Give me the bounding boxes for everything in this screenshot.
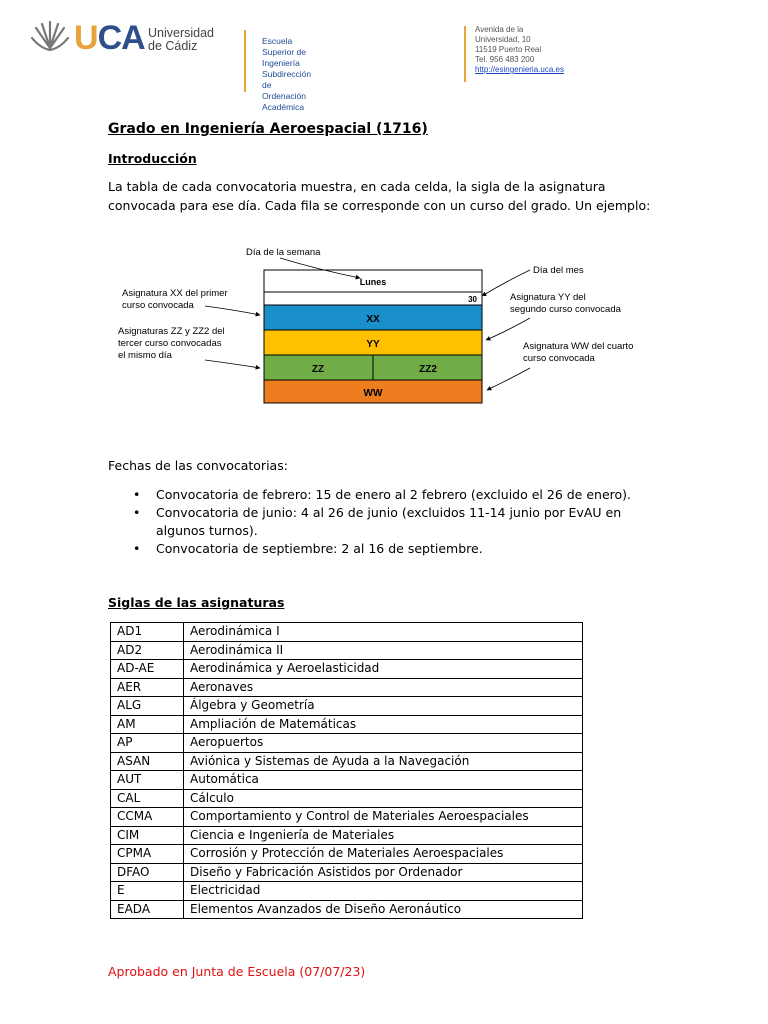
sigla-subject: Electricidad <box>184 882 583 901</box>
sigla-code: AD1 <box>111 623 184 642</box>
row-fourth-label: WW <box>363 388 383 399</box>
sigla-subject: Ampliación de Matemáticas <box>184 715 583 734</box>
callout-weekday: Día de la semana <box>246 247 321 258</box>
siglas-table <box>110 622 583 919</box>
sigla-subject: Aerodinámica II <box>184 641 583 660</box>
sigla-subject: Ciencia e Ingeniería de Materiales <box>184 826 583 845</box>
sigla-code: CPMA <box>111 845 184 864</box>
sigla-subject: Aerodinámica y Aeroelasticidad <box>184 660 583 679</box>
bullet-icon: • <box>133 487 141 502</box>
arrow-fourth <box>487 368 530 390</box>
table-row <box>111 845 583 864</box>
example-diagram <box>110 240 670 420</box>
approval-note: Aprobado en Junta de Escuela (07/07/23) <box>108 964 366 979</box>
header-divider-2 <box>464 26 466 82</box>
table-row <box>111 734 583 753</box>
sigla-code: AM <box>111 715 184 734</box>
table-row <box>111 697 583 716</box>
row-third-label-a: ZZ <box>311 364 325 375</box>
sigla-subject: Aviónica y Sistemas de Ayuda a la Navegación <box>184 752 583 771</box>
callout-fourth: Asignatura WW del cuarto curso convocada <box>523 341 634 364</box>
uca-logo-text: UCA <box>74 19 145 57</box>
sigla-code: ASAN <box>111 752 184 771</box>
website-link[interactable]: http://esingenieria.uca.es <box>475 65 564 74</box>
sigla-code: AD-AE <box>111 660 184 679</box>
university-logo-icon <box>28 18 72 54</box>
sigla-subject: Cálculo <box>184 789 583 808</box>
sigla-subject: Automática <box>184 771 583 790</box>
sigla-code: AD2 <box>111 641 184 660</box>
arrow-third <box>205 360 260 368</box>
table-row <box>111 678 583 697</box>
sigla-code: CAL <box>111 789 184 808</box>
callout-third: Asignaturas ZZ y ZZ2 del tercer curso convocadas el mismo día <box>118 326 225 361</box>
row-first-label: XX <box>366 314 380 325</box>
arrow-second <box>486 318 530 340</box>
table-row <box>111 900 583 919</box>
header-divider <box>244 30 246 92</box>
intro-paragraph: La tabla de cada convocatoria muestra, en cada celda, la sigla de la asignatura convocada para ese día. Cada fila se corresponde con un curso del grado. Un ejemplo: <box>108 179 651 213</box>
page-title: Grado en Ingeniería Aeroespacial (1716) <box>108 121 428 137</box>
sigla-code: AUT <box>111 771 184 790</box>
sigla-code: AER <box>111 678 184 697</box>
school-address: Avenida de la Universidad, 10 11519 Puerto Real Tel. 956 483 200 http://esingenieria.uca.es <box>475 25 564 74</box>
sigla-code: E <box>111 882 184 901</box>
table-row <box>111 660 583 679</box>
university-name: Universidad de Cádiz <box>148 26 215 53</box>
sigla-code: ALG <box>111 697 184 716</box>
row-second-label: YY <box>366 339 380 350</box>
table-row <box>111 641 583 660</box>
sigla-code: EADA <box>111 900 184 919</box>
bullet-icon: • <box>133 541 141 556</box>
table-row <box>111 752 583 771</box>
sigla-subject: Aerodinámica I <box>184 623 583 642</box>
day-number-cell <box>264 292 482 305</box>
sigla-subject: Aeropuertos <box>184 734 583 753</box>
arrow-first <box>205 306 260 315</box>
table-row <box>111 882 583 901</box>
sigla-code: DFAO <box>111 863 184 882</box>
sigla-subject: Corrosión y Protección de Materiales Aeroespaciales <box>184 845 583 864</box>
callout-month-day: Día del mes <box>533 265 584 276</box>
table-row <box>111 623 583 642</box>
siglas-heading: Siglas de las asignaturas <box>108 595 285 610</box>
bullet-icon: • <box>133 505 141 520</box>
intro-heading: Introducción <box>108 151 197 166</box>
table-row <box>111 826 583 845</box>
sigla-subject: Elementos Avanzados de Diseño Aeronáutico <box>184 900 583 919</box>
school-name: Escuela Superior de Ingeniería Subdirección de Ordenación Académica <box>262 36 312 112</box>
table-row <box>111 808 583 827</box>
callout-first: Asignatura XX del primer curso convocada <box>122 288 228 311</box>
callout-second: Asignatura YY del segundo curso convocada <box>510 292 621 315</box>
day-number: 30 <box>468 295 477 304</box>
sigla-subject: Comportamiento y Control de Materiales Aeroespaciales <box>184 808 583 827</box>
table-row <box>111 789 583 808</box>
table-row <box>111 863 583 882</box>
sigla-code: CIM <box>111 826 184 845</box>
table-row <box>111 771 583 790</box>
sigla-subject: Diseño y Fabricación Asistidos por Ordenador <box>184 863 583 882</box>
sigla-subject: Aeronaves <box>184 678 583 697</box>
sigla-code: CCMA <box>111 808 184 827</box>
row-third-label-b: ZZ2 <box>419 364 437 375</box>
sigla-subject: Álgebra y Geometría <box>184 697 583 716</box>
table-row <box>111 715 583 734</box>
sigla-code: AP <box>111 734 184 753</box>
dates-heading: Fechas de las convocatorias: <box>108 458 288 473</box>
day-label: Lunes <box>359 277 387 287</box>
